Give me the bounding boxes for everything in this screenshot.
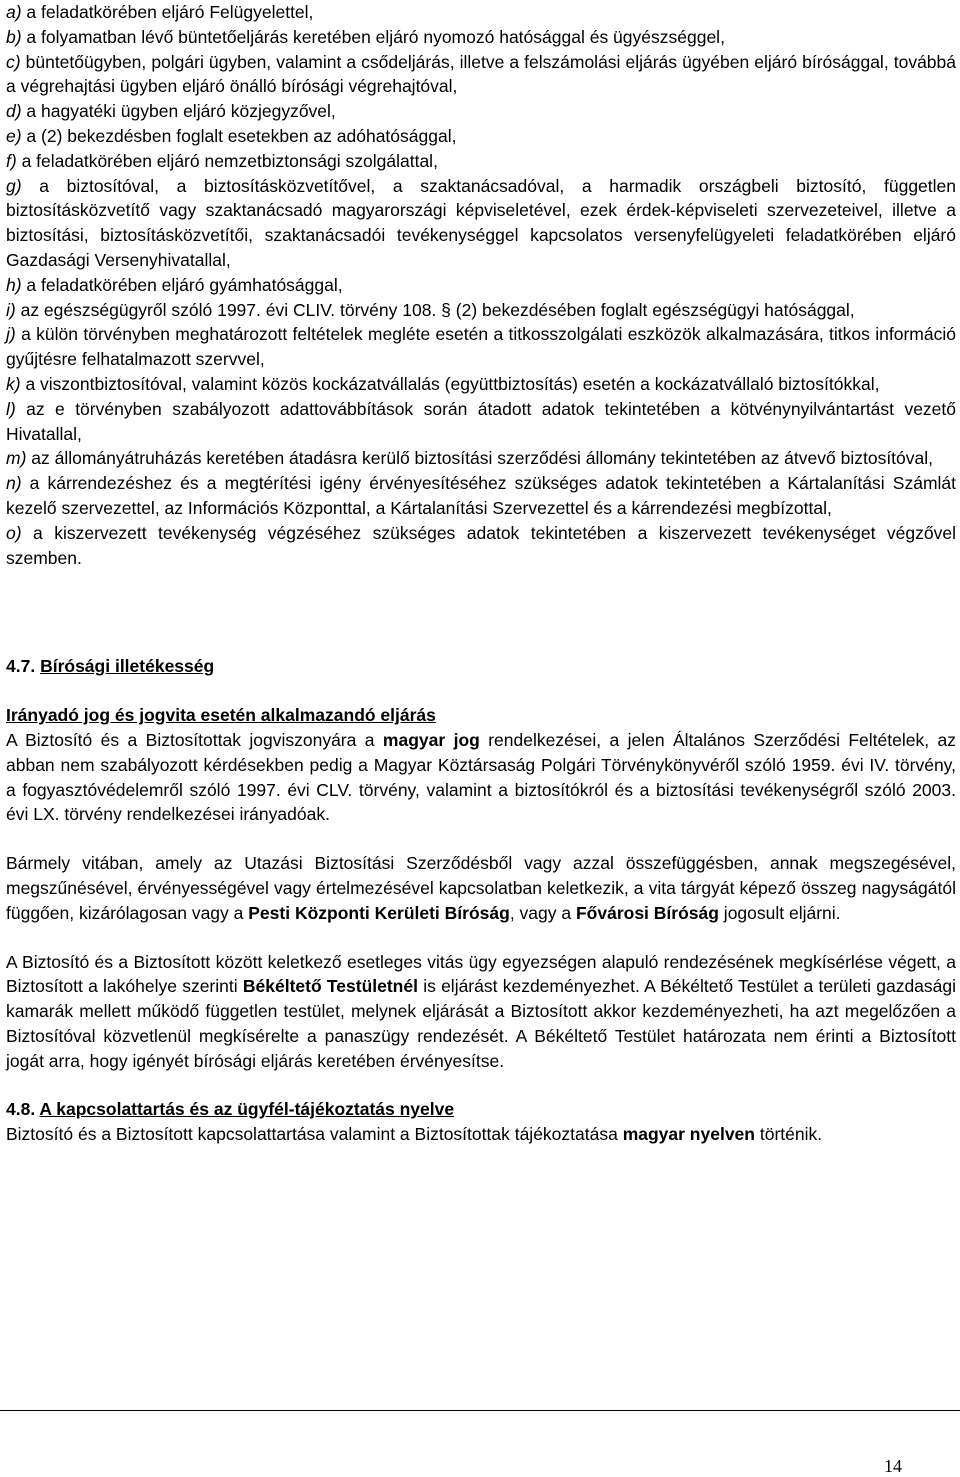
bold-run: Békéltető Testületnél bbox=[242, 976, 418, 997]
list-item-text: büntetőügyben, polgári ügyben, valamint a csődeljárás, illetve a felszámolási eljárás ügyében eljáró bírósággal, továbbá a végrehajtási ügyben eljáró önálló bírósági végrehajtóval, bbox=[6, 51, 956, 97]
paragraph-jurisdiction bbox=[6, 851, 956, 925]
text-run: Biztosító és a Biztosított kapcsolattartása valamint a Biztosítottak tájékoztatása bbox=[6, 1124, 623, 1145]
list-item-letter: c) bbox=[6, 51, 21, 72]
list-item-letter: e) bbox=[6, 125, 22, 146]
bold-run: magyar jog bbox=[382, 729, 480, 750]
data-recipients-list bbox=[6, 0, 956, 570]
list-item-letter: l) bbox=[6, 398, 16, 419]
list-item-letter: i) bbox=[6, 299, 16, 320]
spacer bbox=[6, 570, 956, 654]
list-item-text: a hagyatéki ügyben eljáró közjegyzővel, bbox=[21, 101, 336, 122]
list-item-letter: h) bbox=[6, 274, 22, 295]
list-item bbox=[6, 298, 956, 323]
list-item-letter: n) bbox=[6, 473, 22, 494]
paragraph-governing-law bbox=[6, 728, 956, 827]
page-number: 14 bbox=[884, 1456, 902, 1476]
text-run: történik. bbox=[754, 1124, 823, 1145]
spacer bbox=[6, 827, 956, 851]
list-item-letter: b) bbox=[6, 26, 22, 47]
page-content bbox=[6, 0, 956, 1147]
list-item bbox=[6, 50, 956, 100]
spacer bbox=[6, 679, 956, 703]
text-run: rendelkezései, a jelen Általános Szerződési Feltételek, az abban nem szabályozott kérdésekben pedig a Magyar Köztársaság Polgári Törvénykönyvéről szóló 1959. évi IV. törvény, a fogyasztóvédelemről szóló 1997. évi CLV. törvény, valamint a biztosítókról és a biztosítási tevékenységről szóló 2003. évi LX. törvény rendelkezései irányadóak. bbox=[6, 729, 956, 825]
list-item bbox=[6, 322, 956, 372]
list-item-text: az egészségügyről szóló 1997. évi CLIV. törvény 108. § (2) bekezdésében foglalt egészségügyi hatósággal, bbox=[15, 299, 855, 320]
spacer bbox=[6, 926, 956, 950]
list-item bbox=[6, 0, 956, 25]
paragraph-conciliation bbox=[6, 950, 956, 1074]
list-item bbox=[6, 471, 956, 521]
list-item-text: a feladatkörében eljáró Felügyelettel, bbox=[21, 2, 314, 22]
text-run: , vagy a bbox=[509, 902, 576, 923]
list-item-letter: g) bbox=[6, 175, 22, 196]
bold-run: Fővárosi Bíróság bbox=[575, 902, 719, 923]
paragraph-language bbox=[6, 1122, 956, 1147]
list-item-text: a biztosítóval, a biztosításközvetítővel, a szaktanácsadóval, a harmadik országbeli biztosító, független biztosításközvetítő vagy szaktanácsadó magyarországi képviseletével, ezek érdek-képviseleti szervezeteivel, illetve a biztosítási, biztosításközvetítői, szaktanácsadói tevékenységgel kapcsolatos versenyfelügyeleti feladatkörében eljáró Gazdasági Versenyhivatallal, bbox=[6, 175, 956, 270]
subheading-governing-law: Irányadó jog és jogvita esetén alkalmazandó eljárás bbox=[6, 705, 436, 726]
footer-divider bbox=[0, 1410, 960, 1411]
list-item-letter: k) bbox=[6, 373, 21, 394]
text-run: A Biztosító és a Biztosítottak jogviszonyára a bbox=[6, 729, 383, 750]
list-item-letter: f) bbox=[6, 150, 17, 171]
list-item bbox=[6, 124, 956, 149]
bold-run: magyar nyelven bbox=[622, 1124, 755, 1145]
list-item-text: a folyamatban lévő büntetőeljárás keretében eljáró nyomozó hatósággal és ügyészséggel, bbox=[21, 26, 725, 47]
section-heading-4-7 bbox=[6, 654, 956, 679]
text-run: Bármely vitában, amely az Utazási Biztosítási Szerződésből vagy azzal összefüggésben, annak megszegésével, megszűnésével, érvényességével vagy értelmezésével kapcsolatban keletkezik, a vita tárgyát képező összeg nagyságától függően, kizárólagosan vagy a bbox=[6, 853, 956, 923]
list-item-text: a feladatkörében eljáró gyámhatósággal, bbox=[21, 274, 343, 295]
list-item bbox=[6, 521, 956, 571]
list-item bbox=[6, 446, 956, 471]
section-number: 4.7. bbox=[6, 656, 36, 677]
list-item-letter: m) bbox=[6, 448, 27, 469]
list-item bbox=[6, 174, 956, 273]
list-item bbox=[6, 99, 956, 124]
list-item-text: a viszontbiztosítóval, valamint közös kockázatvállalás (együttbiztosítás) esetén a kockázatvállaló biztosítókkal, bbox=[20, 373, 880, 394]
text-run: A Biztosító és a Biztosított között keletkező esetleges vitás ügy egyezségen alapuló rendezésének megkísérlése végett, a Biztosított a lakóhelye szerinti bbox=[6, 951, 956, 997]
list-item-text: a (2) bekezdésben foglalt esetekben az adóhatósággal, bbox=[21, 125, 457, 146]
section-title: A kapcsolattartás és az ügyfél-tájékoztatás nyelve bbox=[39, 1099, 455, 1120]
section-title: Bírósági illetékesség bbox=[40, 656, 215, 677]
list-item-text: az állományátruházás keretében átadásra kerülő biztosítási szerződési állomány tekintetében az átvevő biztosítóval, bbox=[26, 448, 934, 469]
list-item-text: a kárrendezéshez és a megtérítési igény érvényesítéséhez szükséges adatok tekintetében a Kártalanítási Számlát kezelő szervezettel, az Információs Központtal, a Kártalanítási Szervezettel és a kárrendezési megbízottal, bbox=[6, 473, 956, 518]
list-item bbox=[6, 149, 956, 174]
list-item-letter: a) bbox=[6, 2, 22, 22]
text-run: is eljárást kezdeményezhet. A Békéltető Testület a területi gazdasági kamarák mellett működő független testület, melynek eljárását a Biztosított akkor kezdeményezheti, ha azt megelőzően a Biztosítóval közvetlenül megkísérelte a panaszügy rendezését. A Békéltető Testület határozata nem érinti a Biztosított jogát arra, hogy igényét bírósági eljárás keretében érvényesítse. bbox=[6, 976, 957, 1071]
list-item-text: az e törvényben szabályozott adattovábbítások során átadott adatok tekintetében a kötvénynyilvántartást vezető Hivatallal, bbox=[6, 398, 956, 444]
text-run: jogosult eljárni. bbox=[718, 902, 841, 923]
list-item bbox=[6, 273, 956, 298]
list-item-letter: d) bbox=[6, 101, 22, 122]
section-heading-4-8 bbox=[6, 1097, 956, 1122]
bold-run: Pesti Központi Kerületi Bíróság bbox=[248, 902, 510, 923]
list-item bbox=[6, 25, 956, 50]
list-item bbox=[6, 397, 956, 447]
list-item-text: a feladatkörében eljáró nemzetbiztonsági szolgálattal, bbox=[16, 150, 438, 171]
list-item bbox=[6, 372, 956, 397]
list-item-text: a külön törvényben meghatározott feltételek megléte esetén a titkosszolgálati eszközök alkalmazására, titkos információ gyűjtésre felhatalmazott szervvel, bbox=[6, 324, 956, 370]
list-item-letter: j) bbox=[6, 324, 16, 345]
list-item-letter: o) bbox=[6, 522, 22, 543]
spacer bbox=[6, 1073, 956, 1097]
section-number: 4.8. bbox=[6, 1099, 36, 1120]
list-item-text: a kiszervezett tevékenység végzéséhez szükséges adatok tekintetében a kiszervezett tevékenységet végzővel szemben. bbox=[6, 522, 956, 568]
